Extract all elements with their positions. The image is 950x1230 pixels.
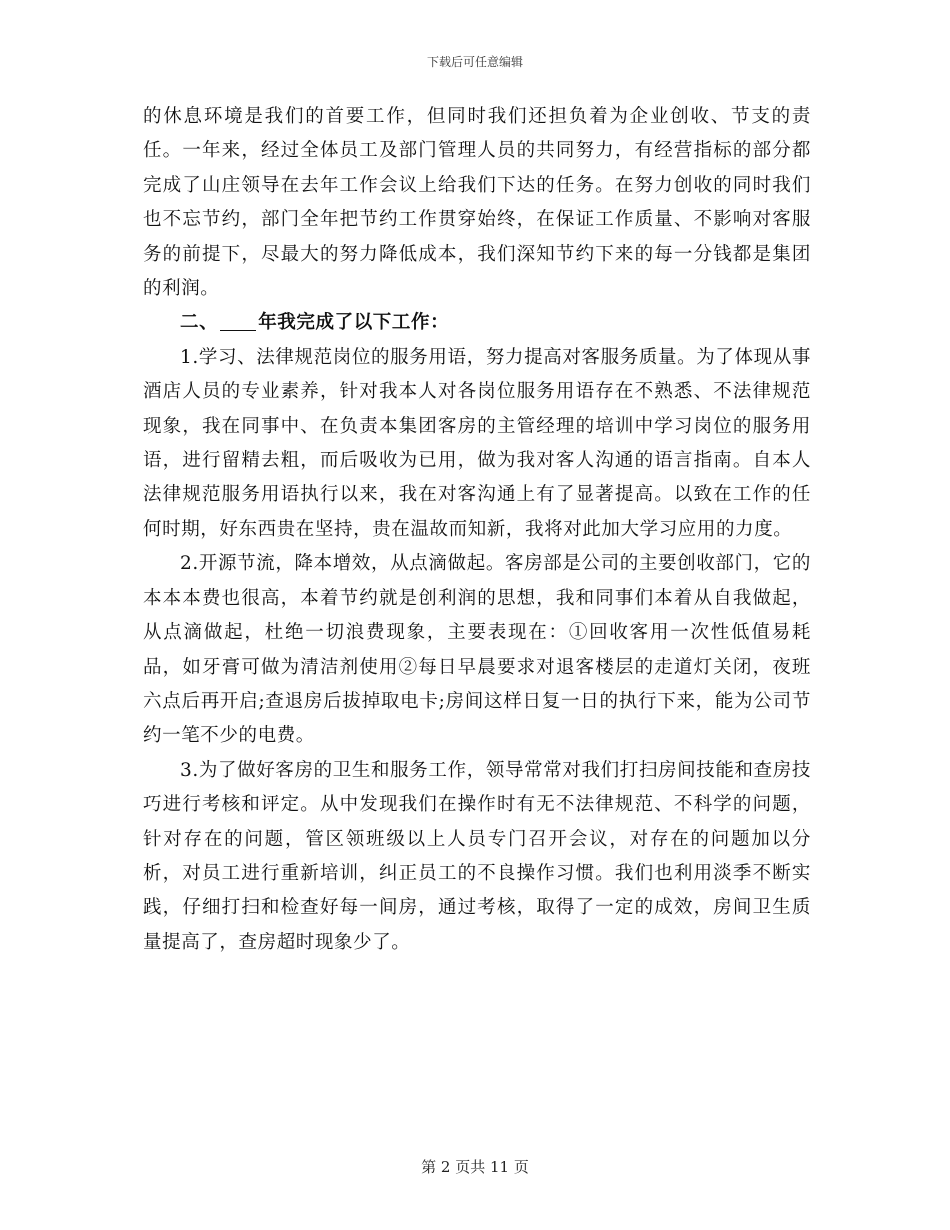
page-footer: 第 2 页共 11 页 (421, 1158, 529, 1176)
document-body (143, 100, 811, 960)
fill-in-blank (220, 312, 256, 332)
section-heading-suffix: 年我完成了以下工作： (258, 312, 450, 334)
list-item-3: 3.为了做好客房的卫生和服务工作，领导常常对我们打扫房间技能和查房技巧进行考核和评定。从中发现我们在操作时有无不法律规范、不科学的问题，针对存在的问题，管区领班级以上人员专门召开会议，对存在的问题加以分析，对员工进行重新培训，纠正员工的不良操作习惯。我们也利用淡季不断实践，仔细打扫和检查好每一间房，通过考核，取得了一定的成效，房间卫生质量提高了，查房超时现象少了。 (143, 759, 811, 953)
list-item-1: 1.学习、法律规范岗位的服务用语，努力提高对客服务质量。为了体现从事酒店人员的专业素养，针对我本人对各岗位服务用语存在不熟悉、不法律规范现象，我在同事中、在负责本集团客房的主管经理的培训中学习岗位的服务用语，进行留精去粗，而后吸收为已用，做为我对客人沟通的语言指南。自本人法律规范服务用语执行以来，我在对客沟通上有了显著提高。以致在工作的任何时期，好东西贵在坚持，贵在温故而知新，我将对此加大学习应用的力度。 (143, 346, 811, 540)
paragraph-continuation: 的休息环境是我们的首要工作，但同时我们还担负着为企业创收、节支的责任。一年来，经过全体员工及部门管理人员的共同努力，有经营指标的部分都完成了山庄领导在去年工作会议上给我们下达的任务。在努力创收的同时我们也不忘节约，部门全年把节约工作贯穿始终，在保证工作质量、不影响对客服务的前提下，尽最大的努力降低成本，我们深知节约下来的每一分钱都是集团的利润。 (143, 106, 811, 300)
list-item-2: 2.开源节流，降本增效，从点滴做起。客房部是公司的主要创收部门，它的本本本费也很高，本着节约就是创利润的思想，我和同事们本着从自我做起，从点滴做起，杜绝一切浪费现象，主要表现在：①回收客用一次性低值易耗品，如牙膏可做为清洁剂使用②每日早晨要求对退客楼层的走道灯关闭，夜班六点后再开启;查退房后拔掉取电卡;房间这样日复一日的执行下来，能为公司节约一笔不少的电费。 (143, 553, 811, 747)
section-heading-prefix: 二、 (180, 312, 219, 334)
section-heading (143, 306, 811, 340)
page-header: 下载后可任意编辑 (426, 55, 523, 69)
